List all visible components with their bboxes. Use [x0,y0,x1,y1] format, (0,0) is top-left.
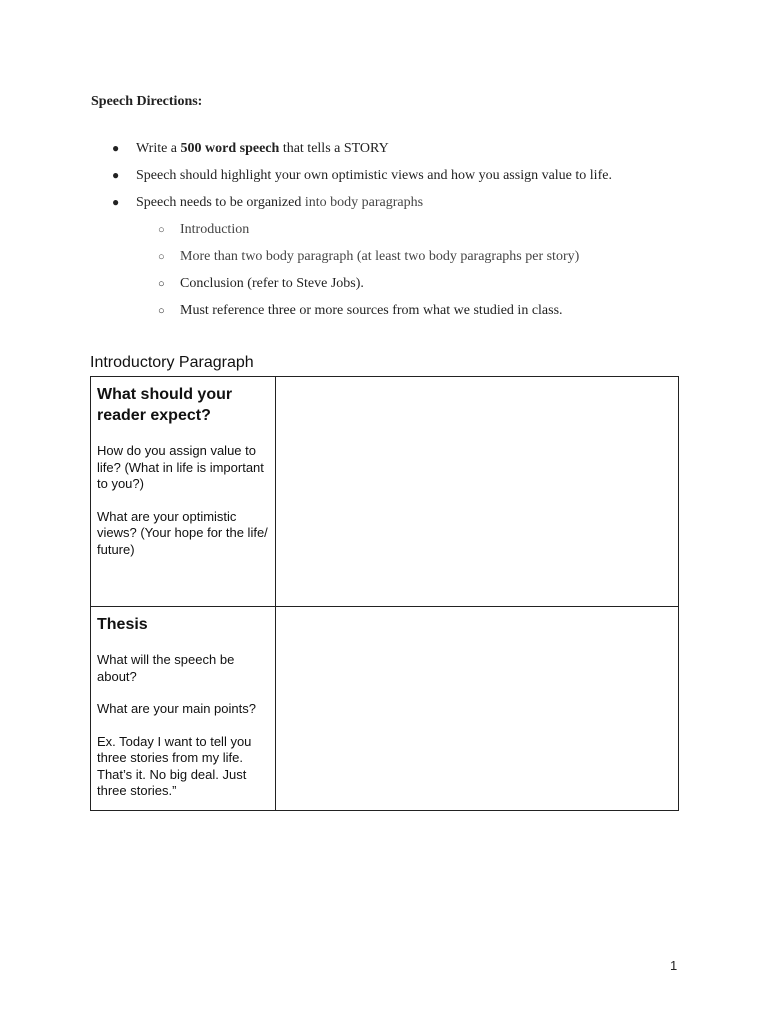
sub-item-introduction [158,222,249,242]
sub-item-conclusion [158,276,364,296]
sub-item-body-paragraphs [158,249,579,269]
reader-expect-answer-cell[interactable] [276,377,679,607]
circle-bullet-icon: ○ [158,305,165,317]
circle-bullet-icon: ○ [158,224,165,236]
bullet-icon: ● [112,195,120,209]
thesis-example: Ex. Today I want to tell you three stories from my life. That’s it. No big deal. Just three stories.” [97,733,252,798]
introductory-paragraph-table [90,376,679,811]
sub-item-text: Must reference three or more sources from what we studied in class. [180,303,563,318]
thesis-label-cell [91,607,276,811]
assign-value-question: How do you assign value to life? (What in life is important to you?) [97,443,264,491]
introductory-paragraph-title: Introductory Paragraph [90,354,254,371]
bullet-1-bold: 500 word speech [180,141,280,156]
bullet-1-prefix: Write a [136,141,181,156]
speech-directions-heading: Speech Directions: [91,94,203,109]
bullet-icon: ● [112,141,120,155]
bullet-1-suffix: that tells a STORY [279,141,389,156]
sub-item-sources [158,303,563,323]
speech-about-question: What will the speech be about? [97,652,235,684]
table-row [91,377,679,607]
circle-bullet-icon: ○ [158,251,165,263]
page-number: 1 [670,958,678,973]
circle-bullet-icon: ○ [158,278,165,290]
table-row [91,607,679,811]
bullet-icon: ● [112,168,120,182]
bullet-3-suffix: into body paragraphs [304,195,424,210]
thesis-title: Thesis [97,616,148,633]
bullet-3-prefix: Speech needs to be organized [136,195,305,210]
bullet-item-optimistic-views [112,168,612,188]
reader-expect-label-cell [91,377,276,607]
sub-item-text: Conclusion (refer to Steve Jobs). [180,276,364,291]
thesis-answer-cell[interactable] [276,607,679,811]
bullet-item-organization [112,195,423,215]
sub-item-text: More than two body paragraph (at least two body paragraphs per story) [180,249,580,264]
bullet-2-text: Speech should highlight your own optimistic views and how you assign value to life. [136,168,612,183]
reader-expect-title: What should your reader expect? [97,386,233,424]
bullet-item-word-count [112,141,389,161]
sub-item-text: Introduction [180,222,250,237]
main-points-question: What are your main points? [97,701,256,716]
optimistic-views-question: What are your optimistic views? (Your hope for the life/ future) [97,508,268,557]
